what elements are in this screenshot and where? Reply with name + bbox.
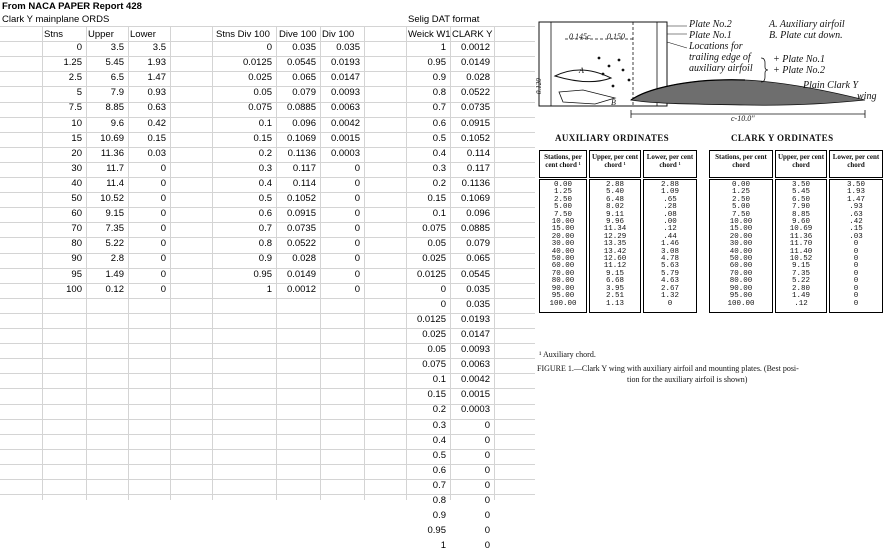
cell-lower[interactable]: 0.93 xyxy=(147,87,166,99)
cell-lower-div[interactable]: 0.0015 xyxy=(330,132,360,144)
cell-lower[interactable]: 0 xyxy=(160,253,166,265)
cell-upper-div[interactable]: 0.0522 xyxy=(286,238,316,250)
cell-stns-div[interactable]: 0.4 xyxy=(258,177,272,189)
cell-selig-x[interactable]: 0.15 xyxy=(427,389,446,401)
cell-selig-x[interactable]: 0.95 xyxy=(427,57,446,69)
cell-upper[interactable]: 2.8 xyxy=(110,253,124,265)
cell-lower[interactable]: 1.47 xyxy=(147,72,166,84)
cell-upper-div[interactable]: 0.0012 xyxy=(286,283,316,295)
cell-selig-y[interactable]: 0.1052 xyxy=(460,132,490,144)
aux-stations-column: 0.00 1.25 2.50 5.00 7.50 10.00 15.00 20.00 30.00 40.00 50.00 60.00 70.00 80.00 90.00 95.00 100.00 xyxy=(549,181,577,308)
cell-selig-x[interactable]: 0 xyxy=(440,283,446,295)
cell-upper[interactable]: 7.9 xyxy=(110,87,124,99)
cell-selig-y[interactable]: 0 xyxy=(484,510,490,522)
cell-selig-x[interactable]: 0.4 xyxy=(432,147,446,159)
cell-stns-div[interactable]: 0 xyxy=(266,42,272,53)
cell-upper-div[interactable]: 0.0735 xyxy=(286,223,316,235)
cell-selig-x[interactable]: 0.05 xyxy=(427,344,446,355)
cell-selig-y[interactable]: 0.079 xyxy=(466,238,490,250)
cell-stns[interactable]: 100 xyxy=(66,283,82,295)
cell-lower-div[interactable]: 0.0193 xyxy=(330,57,360,69)
cell-lower[interactable]: 0.42 xyxy=(147,117,166,129)
cell-selig-y[interactable]: 0.0042 xyxy=(460,374,490,386)
cell-selig-x[interactable]: 0.075 xyxy=(422,359,446,371)
cell-selig-x[interactable]: 0.05 xyxy=(427,238,446,250)
aux-header-lower: Lower, per cent chord ¹ xyxy=(643,150,697,178)
cell-selig-x[interactable]: 0.4 xyxy=(432,434,446,446)
cell-selig-y[interactable]: 0.0545 xyxy=(460,268,490,280)
cell-selig-x[interactable]: 0.7 xyxy=(432,479,446,491)
cell-selig-x[interactable]: 1 xyxy=(440,42,446,53)
dim-chord: c-10.0" xyxy=(731,114,755,123)
cell-selig-x[interactable]: 0.3 xyxy=(432,162,446,174)
cell-selig-y[interactable]: 0 xyxy=(484,479,490,491)
cell-stns[interactable]: 0 xyxy=(76,42,82,53)
legend-plate2: + Plate No.2 xyxy=(773,65,826,76)
cell-stns[interactable]: 95 xyxy=(71,268,82,280)
cell-upper[interactable]: 11.7 xyxy=(106,162,124,174)
cell-selig-x[interactable]: 0.1 xyxy=(432,208,446,220)
cell-selig-y[interactable]: 0 xyxy=(484,464,490,476)
cell-selig-y[interactable]: 0.0093 xyxy=(460,344,490,355)
cell-selig-y[interactable]: 0.0885 xyxy=(460,223,490,235)
cell-selig-x[interactable]: 0.0125 xyxy=(416,313,446,325)
cell-lower[interactable]: 0 xyxy=(160,223,166,235)
cell-lower-div[interactable]: 0 xyxy=(354,223,360,235)
cell-selig-x[interactable]: 0.6 xyxy=(432,117,446,129)
cell-selig-x[interactable]: 0.8 xyxy=(432,495,446,506)
cell-selig-x[interactable]: 0.025 xyxy=(422,253,446,265)
cell-selig-y[interactable]: 0 xyxy=(484,525,490,537)
cell-selig-y[interactable]: 0.0149 xyxy=(460,57,490,69)
clark-header-stations: Stations, per cent chord xyxy=(709,150,773,178)
cell-selig-x[interactable]: 0.6 xyxy=(432,464,446,476)
cell-lower-div[interactable]: 0 xyxy=(354,253,360,265)
clark-ordinates-title: CLARK Y ORDINATES xyxy=(731,133,834,143)
legend-a: A. Auxiliary airfoil xyxy=(769,19,845,30)
cell-selig-x[interactable]: 0.7 xyxy=(432,102,446,114)
annot-trailing: trailing edge of xyxy=(689,52,751,63)
cell-upper[interactable]: 6.5 xyxy=(110,72,124,84)
cell-lower[interactable]: 0.03 xyxy=(147,147,166,159)
cell-lower[interactable]: 0 xyxy=(160,193,166,204)
cell-upper[interactable]: 1.49 xyxy=(105,268,124,280)
cell-upper[interactable]: 8.85 xyxy=(105,102,124,114)
cell-stns[interactable]: 90 xyxy=(71,253,82,265)
cell-upper-div[interactable]: 0.0885 xyxy=(286,102,316,114)
cell-stns[interactable]: 60 xyxy=(71,208,82,220)
cell-lower-div[interactable]: 0 xyxy=(354,238,360,250)
legend-plate1: + Plate No.1 xyxy=(773,54,826,65)
aux-header-stations: Stations, per cent chord ¹ xyxy=(539,150,587,178)
cell-upper-div[interactable]: 0.1069 xyxy=(286,132,316,144)
cell-selig-x[interactable]: 0.95 xyxy=(427,525,446,537)
cell-lower[interactable]: 0.63 xyxy=(147,102,166,114)
cell-selig-x[interactable]: 0.2 xyxy=(432,404,446,416)
footnote: ¹ Auxiliary chord. xyxy=(539,350,596,359)
cell-stns-div[interactable]: 0.5 xyxy=(258,193,272,204)
cell-upper[interactable]: 7.35 xyxy=(105,223,124,235)
cell-upper[interactable]: 10.69 xyxy=(100,132,124,144)
cell-selig-y[interactable]: 0.0063 xyxy=(460,359,490,371)
cell-selig-x[interactable]: 0.5 xyxy=(432,132,446,144)
cell-stns[interactable]: 40 xyxy=(71,177,82,189)
cell-stns[interactable]: 10 xyxy=(71,117,82,129)
cell-selig-y[interactable]: 0.0193 xyxy=(460,313,490,325)
cell-upper[interactable]: 10.52 xyxy=(100,193,124,204)
label-a: A xyxy=(579,66,584,75)
clark-header-upper: Upper, per cent chord xyxy=(775,150,827,178)
cell-selig-y[interactable]: 0 xyxy=(484,419,490,431)
header-upper[interactable]: Upper xyxy=(88,29,114,40)
cell-upper-div[interactable]: 0.065 xyxy=(292,72,316,84)
cell-lower-div[interactable]: 0.0042 xyxy=(330,117,360,129)
cell-selig-y[interactable]: 0.0915 xyxy=(460,117,490,129)
cell-lower-div[interactable]: 0.0063 xyxy=(330,102,360,114)
header-stns[interactable]: Stns xyxy=(44,29,64,40)
cell-stns[interactable]: 5 xyxy=(76,87,82,99)
cell-upper[interactable]: 11.4 xyxy=(106,177,124,189)
cell-selig-y[interactable]: 0.0522 xyxy=(460,87,490,99)
header-lower[interactable]: Lower xyxy=(130,29,156,40)
grid-column-line xyxy=(170,26,171,500)
annot-locations: Locations for xyxy=(689,41,743,52)
cell-stns-div[interactable]: 0.1 xyxy=(258,117,272,129)
dim-0120: 0.120 xyxy=(535,78,543,94)
cell-upper-div[interactable]: 0.114 xyxy=(292,177,316,189)
cell-lower[interactable]: 0 xyxy=(160,268,166,280)
clark-stations-column: 0.00 1.25 2.50 5.00 7.50 10.00 15.00 20.00 30.00 40.00 50.00 60.00 70.00 80.00 90.00 95.00 100.00 xyxy=(727,181,755,308)
caption-line-2: tion for the auxiliary airfoil is shown) xyxy=(627,375,748,384)
cell-lower[interactable]: 0 xyxy=(160,208,166,220)
sheet-title[interactable]: From NACA PAPER Report 428 xyxy=(2,1,142,12)
cell-lower[interactable]: 0 xyxy=(160,238,166,250)
grid-column-line xyxy=(494,26,495,500)
cell-selig-x[interactable]: 0.025 xyxy=(422,328,446,340)
cell-selig-y[interactable]: 0 xyxy=(484,540,490,552)
cell-stns-div[interactable]: 0.7 xyxy=(258,223,272,235)
cell-stns-div[interactable]: 0.3 xyxy=(258,162,272,174)
annot-plate1: Plate No.1 xyxy=(689,30,732,41)
cell-lower[interactable]: 0 xyxy=(160,162,166,174)
cell-selig-y[interactable]: 0.114 xyxy=(466,147,490,159)
cell-selig-x[interactable]: 0.8 xyxy=(432,87,446,99)
aux-header-upper: Upper, per cent chord ¹ xyxy=(589,150,641,178)
cell-stns[interactable]: 70 xyxy=(71,223,82,235)
cell-lower-div[interactable]: 0.0147 xyxy=(330,72,360,84)
cell-lower[interactable]: 1.93 xyxy=(147,57,166,69)
cell-stns-div[interactable]: 0.2 xyxy=(258,147,272,159)
cell-upper-div[interactable]: 0.096 xyxy=(292,117,316,129)
dim-0145: 0.145c xyxy=(569,32,591,41)
aux-lower-column: 2.88 1.09 .65 .28 .08 .00 .12 .44 1.46 3.08 4.78 5.63 5.79 4.63 2.67 1.32 0 xyxy=(660,181,679,308)
cell-selig-x[interactable]: 0.2 xyxy=(432,177,446,189)
dim-0150: 0.150 xyxy=(607,32,625,41)
legend-b: B. Plate cut down. xyxy=(769,30,843,41)
cell-upper-div[interactable]: 0.0149 xyxy=(286,268,316,280)
cell-stns-div[interactable]: 0.95 xyxy=(253,268,272,280)
cell-selig-y[interactable]: 0.096 xyxy=(466,208,490,220)
cell-lower[interactable]: 0.15 xyxy=(147,132,166,144)
annot-plate2: Plate No.2 xyxy=(689,19,732,30)
cell-stns-div[interactable]: 0.025 xyxy=(248,72,272,84)
cell-selig-y[interactable]: 0.035 xyxy=(466,283,490,295)
header-stns-div[interactable]: Stns Div 100 xyxy=(216,29,270,40)
header-upper-div[interactable]: Dive 100 xyxy=(279,29,317,40)
annot-aux: auxiliary airfoil xyxy=(689,63,753,74)
cell-selig-x[interactable]: 0.1 xyxy=(432,374,446,386)
clark-header-lower: Lower, per cent chord xyxy=(829,150,883,178)
aux-upper-column: 2.88 5.40 6.48 8.02 9.11 9.96 11.34 12.29 13.35 13.42 12.60 11.12 9.15 6.68 3.95 2.51 1.13 xyxy=(603,181,627,308)
cell-lower[interactable]: 3.5 xyxy=(152,42,166,53)
cell-selig-y[interactable]: 0.0015 xyxy=(460,389,490,401)
cell-selig-y[interactable]: 0 xyxy=(484,449,490,461)
grid-column-line xyxy=(212,26,213,500)
cell-selig-y[interactable]: 0.1069 xyxy=(460,193,490,204)
caption-line-1: FIGURE 1.—Clark Y wing with auxiliary airfoil and mounting plates. (Best posi- xyxy=(537,364,799,373)
cell-selig-y[interactable]: 0.117 xyxy=(466,162,490,174)
header-clark[interactable]: CLARK Y xyxy=(452,29,493,40)
cell-upper[interactable]: 0.12 xyxy=(105,283,124,295)
clark-upper-column: 3.50 5.45 6.50 7.90 8.85 9.60 10.69 11.36 11.70 11.40 10.52 9.15 7.35 5.22 2.80 1.49 .12 xyxy=(789,181,813,308)
cell-upper-div[interactable]: 0.1136 xyxy=(287,147,316,159)
cell-upper[interactable]: 9.15 xyxy=(105,208,124,220)
cell-lower[interactable]: 0 xyxy=(160,283,166,295)
grid-column-line xyxy=(364,26,365,500)
cell-selig-y[interactable]: 0.0003 xyxy=(460,404,490,416)
cell-stns-div[interactable]: 0.6 xyxy=(258,208,272,220)
cell-lower[interactable]: 0 xyxy=(160,177,166,189)
cell-upper[interactable]: 5.45 xyxy=(105,57,124,69)
cell-upper-div[interactable]: 0.028 xyxy=(292,253,316,265)
cell-selig-x[interactable]: 0.9 xyxy=(432,510,446,522)
cell-selig-y[interactable]: 0.035 xyxy=(466,298,490,310)
label-b: B xyxy=(611,98,616,107)
cell-upper[interactable]: 11.36 xyxy=(100,147,124,159)
cell-stns[interactable]: 50 xyxy=(71,193,82,204)
cell-selig-x[interactable]: 1 xyxy=(440,540,446,552)
cell-upper-div[interactable]: 0.0915 xyxy=(286,208,316,220)
cell-upper-div[interactable]: 0.0545 xyxy=(286,57,316,69)
aux-ordinates-title: AUXILIARY ORDINATES xyxy=(555,133,670,143)
cell-selig-x[interactable]: 0.5 xyxy=(432,449,446,461)
cell-lower-div[interactable]: 0 xyxy=(354,193,360,204)
cell-selig-y[interactable]: 0.065 xyxy=(466,253,490,265)
cell-lower-div[interactable]: 0 xyxy=(354,283,360,295)
cell-upper-div[interactable]: 0.117 xyxy=(292,162,316,174)
cell-upper-div[interactable]: 0.035 xyxy=(292,42,316,53)
cell-selig-x[interactable]: 0.15 xyxy=(427,193,446,204)
cell-upper[interactable]: 3.5 xyxy=(110,42,124,53)
cell-upper-div[interactable]: 0.079 xyxy=(292,87,316,99)
cell-lower-div[interactable]: 0.035 xyxy=(336,42,360,53)
header-lower-div[interactable]: Div 100 xyxy=(322,29,355,40)
clark-lower-column: 3.50 1.93 1.47 .93 .63 .42 .15 .03 0 0 0 0 0 0 0 0 0 xyxy=(846,181,865,308)
cell-selig-y[interactable]: 0 xyxy=(484,495,490,506)
legend-plain: Plain Clark Y xyxy=(803,80,859,91)
cell-upper-div[interactable]: 0.1052 xyxy=(286,193,316,204)
cell-selig-x[interactable]: 0.3 xyxy=(432,419,446,431)
cell-selig-y[interactable]: 0 xyxy=(484,434,490,446)
cell-stns[interactable]: 1.25 xyxy=(63,57,82,69)
cell-selig-y[interactable]: 0.0735 xyxy=(460,102,490,114)
cell-stns-div[interactable]: 0.05 xyxy=(253,87,272,99)
cell-stns-div[interactable]: 0.075 xyxy=(248,102,272,114)
cell-selig-y[interactable]: 0.0012 xyxy=(460,42,490,53)
cell-lower-div[interactable]: 0 xyxy=(354,268,360,280)
cell-stns[interactable]: 15 xyxy=(71,132,82,144)
cell-lower-div[interactable]: 0.0003 xyxy=(330,147,360,159)
cell-lower-div[interactable]: 0 xyxy=(354,208,360,220)
cell-upper[interactable]: 5.22 xyxy=(105,238,124,250)
cell-upper[interactable]: 9.6 xyxy=(110,117,124,129)
cell-stns[interactable]: 20 xyxy=(71,147,82,159)
cell-lower-div[interactable]: 0.0093 xyxy=(330,87,360,99)
cell-stns-div[interactable]: 0.15 xyxy=(253,132,272,144)
cell-selig-x[interactable]: 0 xyxy=(440,298,446,310)
sheet-subtitle[interactable]: Clark Y mainplane ORDS xyxy=(2,14,110,25)
cell-stns[interactable]: 7.5 xyxy=(68,102,82,114)
cell-selig-x[interactable]: 0.075 xyxy=(422,223,446,235)
cell-stns[interactable]: 80 xyxy=(71,238,82,250)
cell-stns[interactable]: 2.5 xyxy=(68,72,82,84)
cell-selig-x[interactable]: 0.9 xyxy=(432,72,446,84)
cell-stns-div[interactable]: 1 xyxy=(266,283,272,295)
naca-figure-scan xyxy=(535,18,887,418)
cell-lower-div[interactable]: 0 xyxy=(354,177,360,189)
cell-stns-div[interactable]: 0.9 xyxy=(258,253,272,265)
cell-stns-div[interactable]: 0.8 xyxy=(258,238,272,250)
header-weick[interactable]: Weick W1 xyxy=(408,29,451,40)
cell-selig-y[interactable]: 0.0147 xyxy=(460,328,490,340)
cell-selig-x[interactable]: 0.0125 xyxy=(416,268,446,280)
cell-selig-y[interactable]: 0.1136 xyxy=(461,177,490,189)
legend-wing: wing xyxy=(857,91,877,102)
cell-stns[interactable]: 30 xyxy=(71,162,82,174)
cell-selig-y[interactable]: 0.028 xyxy=(466,72,490,84)
selig-label[interactable]: Selig DAT format xyxy=(408,14,480,25)
cell-lower-div[interactable]: 0 xyxy=(354,162,360,174)
cell-stns-div[interactable]: 0.0125 xyxy=(242,57,272,69)
